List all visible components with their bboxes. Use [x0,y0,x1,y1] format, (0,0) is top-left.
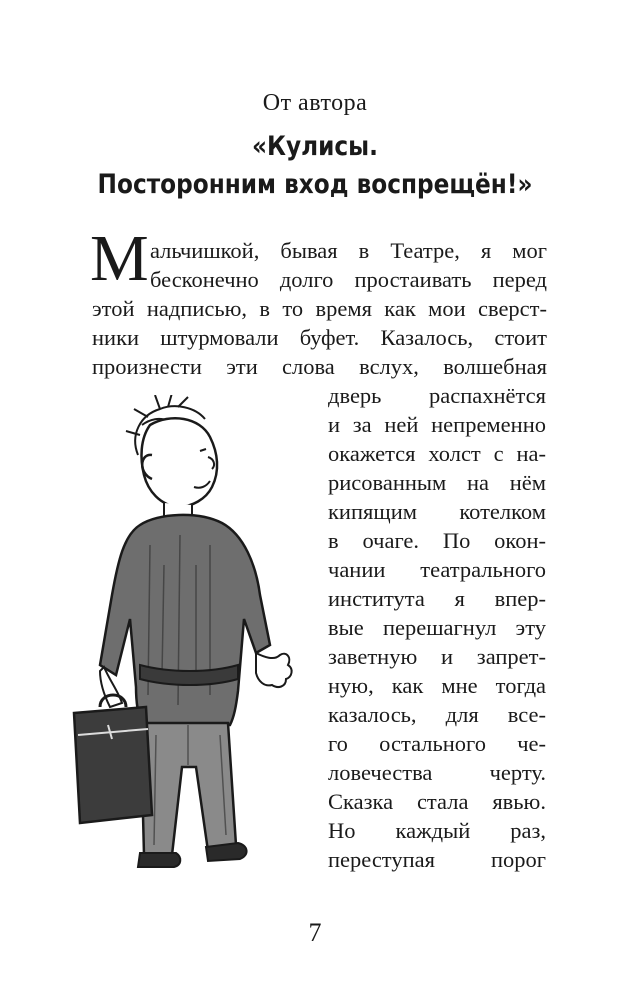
chapter-title-line-2: Посторонним вход воспрещён!» [97,169,533,200]
column-text-line: ную, как мне тогда [328,673,546,698]
column-text-line: Но каждый раз, [328,818,546,843]
column-text-line: института я впер- [328,586,546,611]
boy-left-shoe [138,853,180,867]
page-number: 7 [308,918,322,947]
boy-head [142,418,218,507]
column-text-line: и за ней непременно [328,412,546,437]
boy-right-shoe [206,843,247,861]
column-text-line: окажется холст с на- [328,441,546,466]
text-line: бесконечно долго простаивать перед [150,267,547,292]
drop-cap-letter: М [90,222,149,295]
column-text-line: Сказка стала явью. [328,789,546,814]
text-line: произнести эти слова вслух, волшебная [92,354,547,379]
column-text-line: заветную и запрет- [328,644,546,669]
column-text-line: вые перешагнул эту [328,615,546,640]
chapter-title-line-1: «Кулисы. [252,131,378,162]
column-text-line: го остального че- [328,731,546,756]
column-text-line: ловечества черту. [328,760,546,785]
column-text-line: дверь распахнётся [328,383,546,408]
text-line: этой надписью, в то время как мои сверст- [92,296,547,321]
column-text-line: в очаге. По окон- [328,528,546,553]
boy-with-briefcase-illustration [60,395,320,895]
column-text-line: чании театрального [328,557,546,582]
briefcase-illustration [74,695,152,823]
text-line: альчишкой, бывая в Театре, я мог [150,238,547,263]
text-line: ники штурмовали буфет. Казалось, стоит [92,325,547,350]
column-text-line: казалось, для все- [328,702,546,727]
column-text-line: кипящим котелком [328,499,546,524]
boy-right-hand [256,653,292,687]
column-text-line: рисованным на нём [328,470,546,495]
section-subtitle: От автора [262,90,368,116]
boy-jacket [100,515,270,725]
chapter-title [44,128,586,204]
column-text-line: переступая порог [328,847,546,872]
